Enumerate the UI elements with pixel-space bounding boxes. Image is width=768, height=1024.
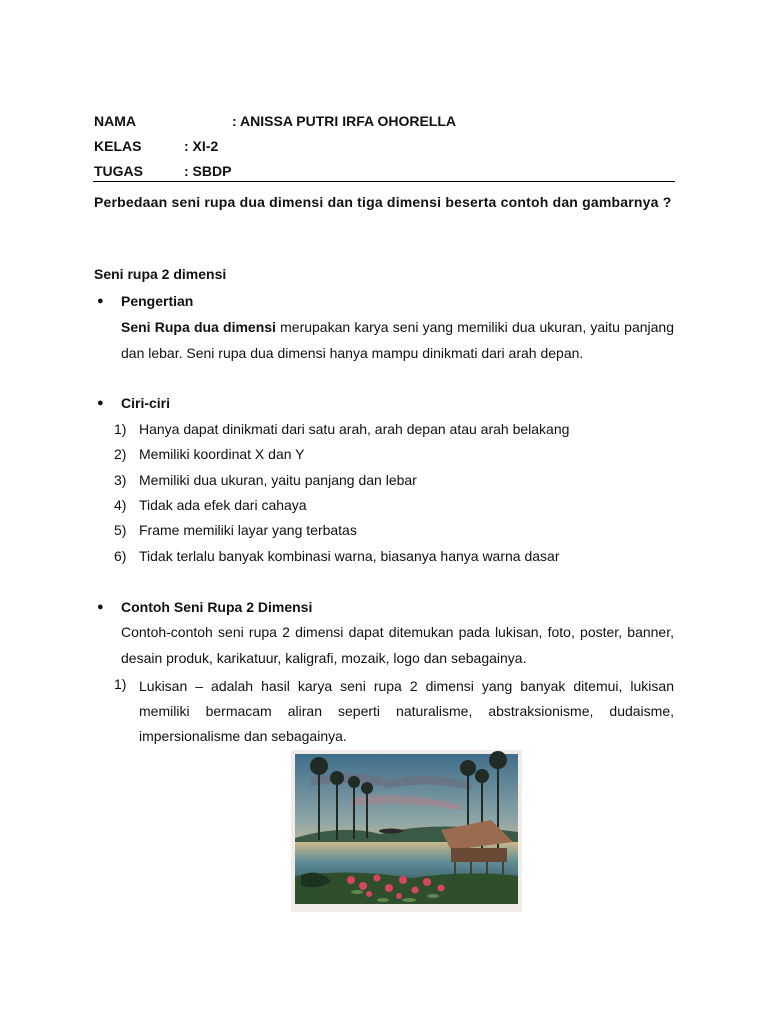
bullet-icon: ● [97,397,104,409]
bullet-icon: ● [97,295,104,307]
contoh-label: Contoh Seni Rupa 2 Dimensi [121,599,313,615]
list-item: Frame memiliki layar yang terbatas [139,522,357,538]
list-item: Memiliki dua ukuran, yaitu panjang dan lebar [139,472,417,488]
contoh-intro: Contoh-contoh seni rupa 2 dimensi dapat ditemukan pada lukisan, foto, poster, banner, desain produk, karikatuur, kaligrafi, mozaik, logo dan sebagainya. [121,624,674,666]
header-divider [93,181,675,182]
class-value: : XI-2 [184,138,219,154]
list-number: 3) [114,472,127,488]
list-item: Hanya dapat dinikmati dari satu arah, arah depan atau arah belakang [139,421,570,437]
lukisan-paragraph: Lukisan – adalah hasil karya seni rupa 2 dimensi yang banyak ditemui, lukisan memiliki bermacam aliran seperti naturalisme, abstraksionisme, dudaisme, impersionalisme dan sebagainya. [139,678,674,744]
name-value: : ANISSA PUTRI IRFA OHORELLA [232,113,456,129]
class-label: KELAS [94,138,142,154]
list-number: 1) [114,421,127,437]
pengertian-bold-lead: Seni Rupa dua dimensi [121,319,276,335]
list-item: Memiliki koordinat X dan Y [139,446,305,462]
pengertian-label: Pengertian [121,293,194,309]
landscape-painting-image [291,750,522,912]
list-number: 1) [114,676,127,692]
section-title: Seni rupa 2 dimensi [94,266,227,282]
list-number: 4) [114,497,127,513]
pengertian-text: merupakan karya seni yang memiliki dua ukuran, yaitu panjang dan lebar. Seni rupa dua dimensi hanya mampu dinikmati dari arah depan. [121,319,674,361]
list-item: Tidak terlalu banyak kombinasi warna, biasanya hanya warna dasar [139,548,560,564]
list-number: 5) [114,522,127,538]
bullet-icon: ● [97,601,104,613]
task-value: : SBDP [184,163,232,179]
name-label: NAMA [94,113,136,129]
list-number: 2) [114,446,127,462]
task-label: TUGAS [94,163,143,179]
list-item: Tidak ada efek dari cahaya [139,497,307,513]
list-number: 6) [114,548,127,564]
pengertian-paragraph [121,315,674,366]
assignment-question: Perbedaan seni rupa dua dimensi dan tiga dimensi beserta contoh dan gambarnya ? [94,194,672,210]
ciri-label: Ciri-ciri [121,395,171,411]
